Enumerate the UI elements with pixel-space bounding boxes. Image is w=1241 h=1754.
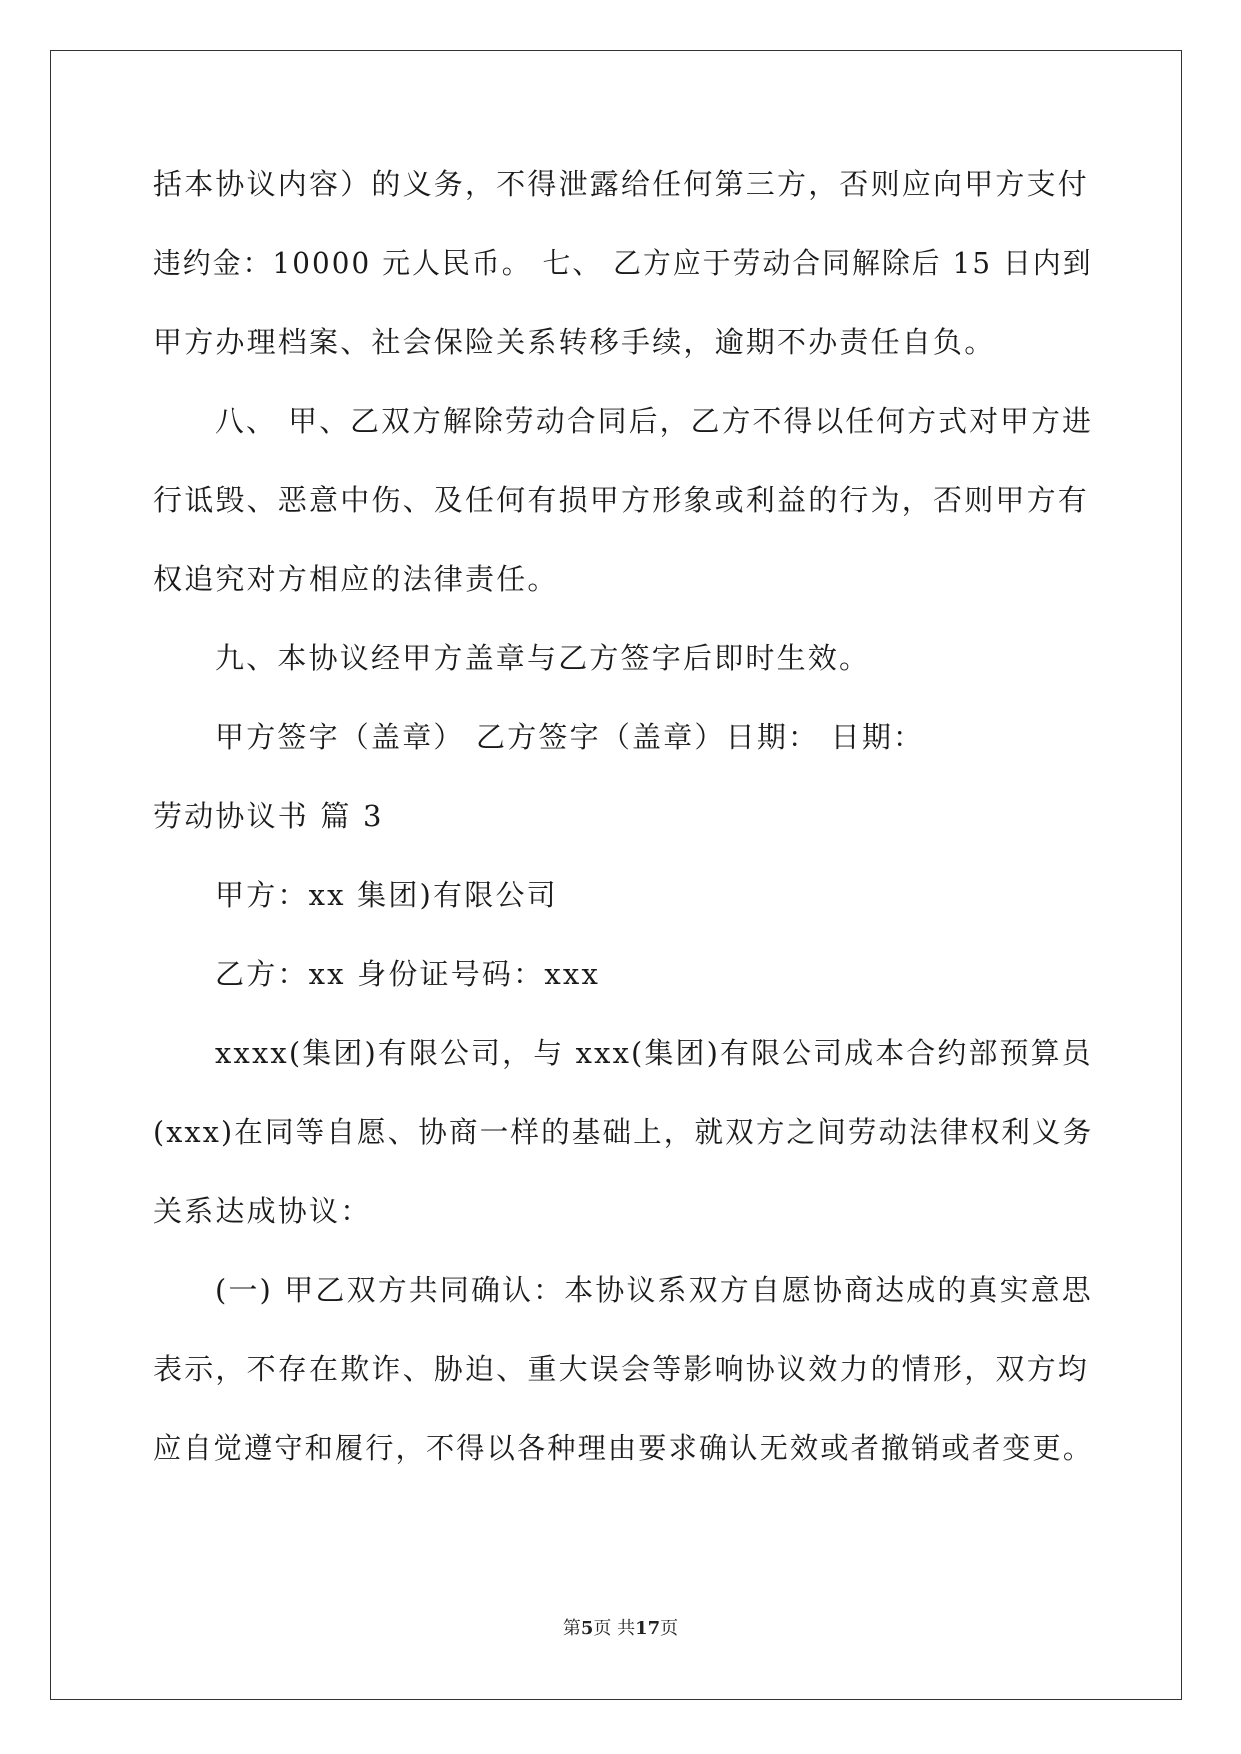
text-line: 权追究对方相应的法律责任。 bbox=[153, 562, 559, 596]
text-line: 表示，不存在欺诈、胁迫、重大误会等影响协议效力的情形，双方均 bbox=[153, 1352, 1090, 1386]
text-line: 括本协议内容）的义务，不得泄露给任何第三方，否则应向甲方支付 bbox=[153, 167, 1090, 201]
total-page-number: 17 bbox=[635, 1618, 661, 1639]
party-a-line: 甲方：xx 集团)有限公司 bbox=[215, 878, 558, 912]
signature-line: 甲方签字（盖章） 乙方签字（盖章）日期： 日期： bbox=[215, 720, 925, 754]
text-line: (一) 甲乙双方共同确认：本协议系双方自愿协商达成的真实意思 bbox=[215, 1273, 1093, 1307]
text-line: 九、本协议经甲方盖章与乙方签字后即时生效。 bbox=[215, 641, 871, 675]
current-page-number: 5 bbox=[580, 1618, 594, 1639]
section-heading: 劳动协议书 篇 3 bbox=[153, 799, 384, 833]
footer-suffix: 页 bbox=[660, 1618, 679, 1639]
party-b-line: 乙方：xx 身份证号码：xxx bbox=[215, 957, 600, 991]
text-line: xxxx(集团)有限公司，与 xxx(集团)有限公司成本合约部预算员 bbox=[215, 1036, 1093, 1070]
text-line: 关系达成协议： bbox=[153, 1194, 372, 1228]
text-line: 行诋毁、恶意中伤、及任何有损甲方形象或利益的行为，否则甲方有 bbox=[153, 483, 1090, 517]
page-footer bbox=[0, 1614, 1241, 1640]
text-line: 违约金：10000 元人民币。 七、 乙方应于劳动合同解除后 15 日内到 bbox=[153, 246, 1093, 280]
footer-mid: 页 共 bbox=[593, 1618, 636, 1639]
text-line: 应自觉遵守和履行，不得以各种理由要求确认无效或者撤销或者变更。 bbox=[153, 1431, 1094, 1465]
text-line: 八、 甲、乙双方解除劳动合同后，乙方不得以任何方式对甲方进 bbox=[215, 404, 1094, 438]
text-line: 甲方办理档案、社会保险关系转移手续，逾期不办责任自负。 bbox=[153, 325, 996, 359]
text-line: (xxx)在同等自愿、协商一样的基础上，就双方之间劳动法律权利义务 bbox=[153, 1115, 1094, 1149]
footer-prefix: 第 bbox=[562, 1618, 581, 1639]
